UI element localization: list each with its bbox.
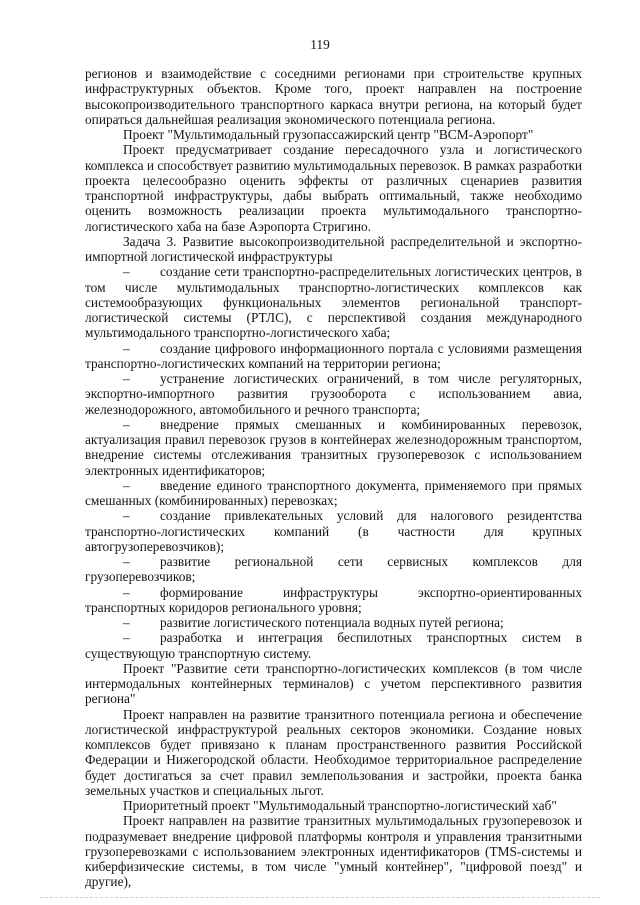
intro-paragraph: регионов и взаимодействие с соседними регионами при строительстве крупных инфраструктурных объектов. Кроме того, проект направлен на построение высокопроизводительного транспортного каркаса внутри региона, на который будет опираться дальнейшая реализация экономического потенциала региона. xyxy=(85,66,582,127)
list-item-text: введение единого транспортного документа, применяемого при прямых смешанных (комбинированных) перевозках; xyxy=(85,477,582,508)
list-marker: – xyxy=(123,416,130,432)
project-paragraph: Проект направлен на развитие транзитного потенциала региона и обеспечение логистической инфраструктурой реальных секторов экономики. Создание новых комплексов будет привязано к планам пространственного развития Российской Федерации и Нижегородской области. Необходимое территориальное распределение будет достигаться за счет правил землепользования и застройки, проекта банка земельных участков и специальных льгот. xyxy=(85,706,582,798)
list-item-text: формирование инфраструктуры экспортно-ориентированных транспортных коридоров регионального уровня; xyxy=(85,584,582,615)
project-heading: Проект "Мультимодальный грузопассажирский центр "ВСМ-Аэропорт" xyxy=(123,127,534,142)
list-marker: – xyxy=(123,477,130,493)
list-marker: – xyxy=(123,340,130,356)
list-item xyxy=(85,630,582,661)
list-item-text: создание цифрового информационного портала с условиями размещения транспортно-логистических компаний на территории региона; xyxy=(85,340,582,371)
list-marker: – xyxy=(123,584,130,600)
list-item xyxy=(85,478,582,509)
list-marker: – xyxy=(123,630,130,646)
page-number: 119 xyxy=(310,37,330,52)
list-item-text: развитие логистического потенциала водных путей региона; xyxy=(160,615,504,630)
project-paragraph: Проект предусматривает создание пересадочного узла и логистического комплекса и способствует развитию мультимодальных перевозок. В рамках разработки проекта целесообразно оценить эффекты от различных сценариев развития транспортной инфраструктуры, дабы выбрать оптимальный, также необходимо оценить возможность реализации проекта мультимодального транспортно-логистического хаба на базе Аэропорта Стригино. xyxy=(85,142,582,234)
project-paragraph: Проект направлен на развитие транзитных мультимодальных грузоперевозок и подразумевает внедрение цифровой платформы контроля и управления транзитными грузоперевозками с использованием электронных идентификаторов (TMS-системы и киберфизические системы, в том числе "умный контейнер", "цифровой поезд" и другие), xyxy=(85,813,582,890)
list-item xyxy=(85,554,582,585)
list-marker: – xyxy=(123,508,130,524)
list-item xyxy=(85,508,582,554)
document-body xyxy=(85,66,582,890)
page-bottom-divider xyxy=(40,897,600,898)
list-item xyxy=(85,417,582,478)
list-item-text: разработка и интеграция беспилотных транспортных систем в существующую транспортную систему. xyxy=(85,630,582,661)
list-item xyxy=(85,371,582,417)
list-marker: – xyxy=(123,615,130,630)
list-marker: – xyxy=(123,264,130,280)
list-item-text: создание сети транспортно-распределительных логистических центров, в том числе мультимодальных транспортно-логистических комплексов как системообразующих функциональных элементов региональной транспорт-логистической системы (РТЛС), с перспективой создания международного мультимодального транспортно-логистического хаба; xyxy=(85,264,582,341)
list-item xyxy=(85,615,582,630)
list-item xyxy=(85,341,582,372)
list-item xyxy=(85,264,582,340)
list-marker: – xyxy=(123,371,130,386)
list-marker: – xyxy=(123,554,130,569)
priority-project-heading: Приоритетный проект "Мультимодальный транспортно-логистический хаб" xyxy=(123,798,557,813)
list-item-text: внедрение прямых смешанных и комбинированных перевозок, актуализация правил перевозок грузов в контейнерах железнодорожным транспортом, внедрение системы отслеживания транзитных грузоперевозок с использованием электронных идентификаторов; xyxy=(85,416,582,478)
list-item-text: создание привлекательных условий для налогового резидентства транспортно-логистических компаний (в частности для крупных автогрузоперевозчиков); xyxy=(85,508,582,554)
list-item-text: развитие региональной сети сервисных комплексов для грузоперевозчиков; xyxy=(85,554,582,585)
list-item-text: устранение логистических ограничений, в том числе регуляторных, экспортно-импортного развития грузооборота с использованием авиа, железнодорожного, автомобильного и речного транспорта; xyxy=(85,371,582,417)
project-heading: Проект "Развитие сети транспортно-логистических комплексов (в том числе интермодальных контейнерных терминалов) с учетом перспективного развития региона" xyxy=(85,660,582,707)
list-item xyxy=(85,585,582,616)
task-heading: Задача 3. Развитие высокопроизводительной распределительной и экспортно-импортной логистической инфраструктуры xyxy=(85,233,582,264)
